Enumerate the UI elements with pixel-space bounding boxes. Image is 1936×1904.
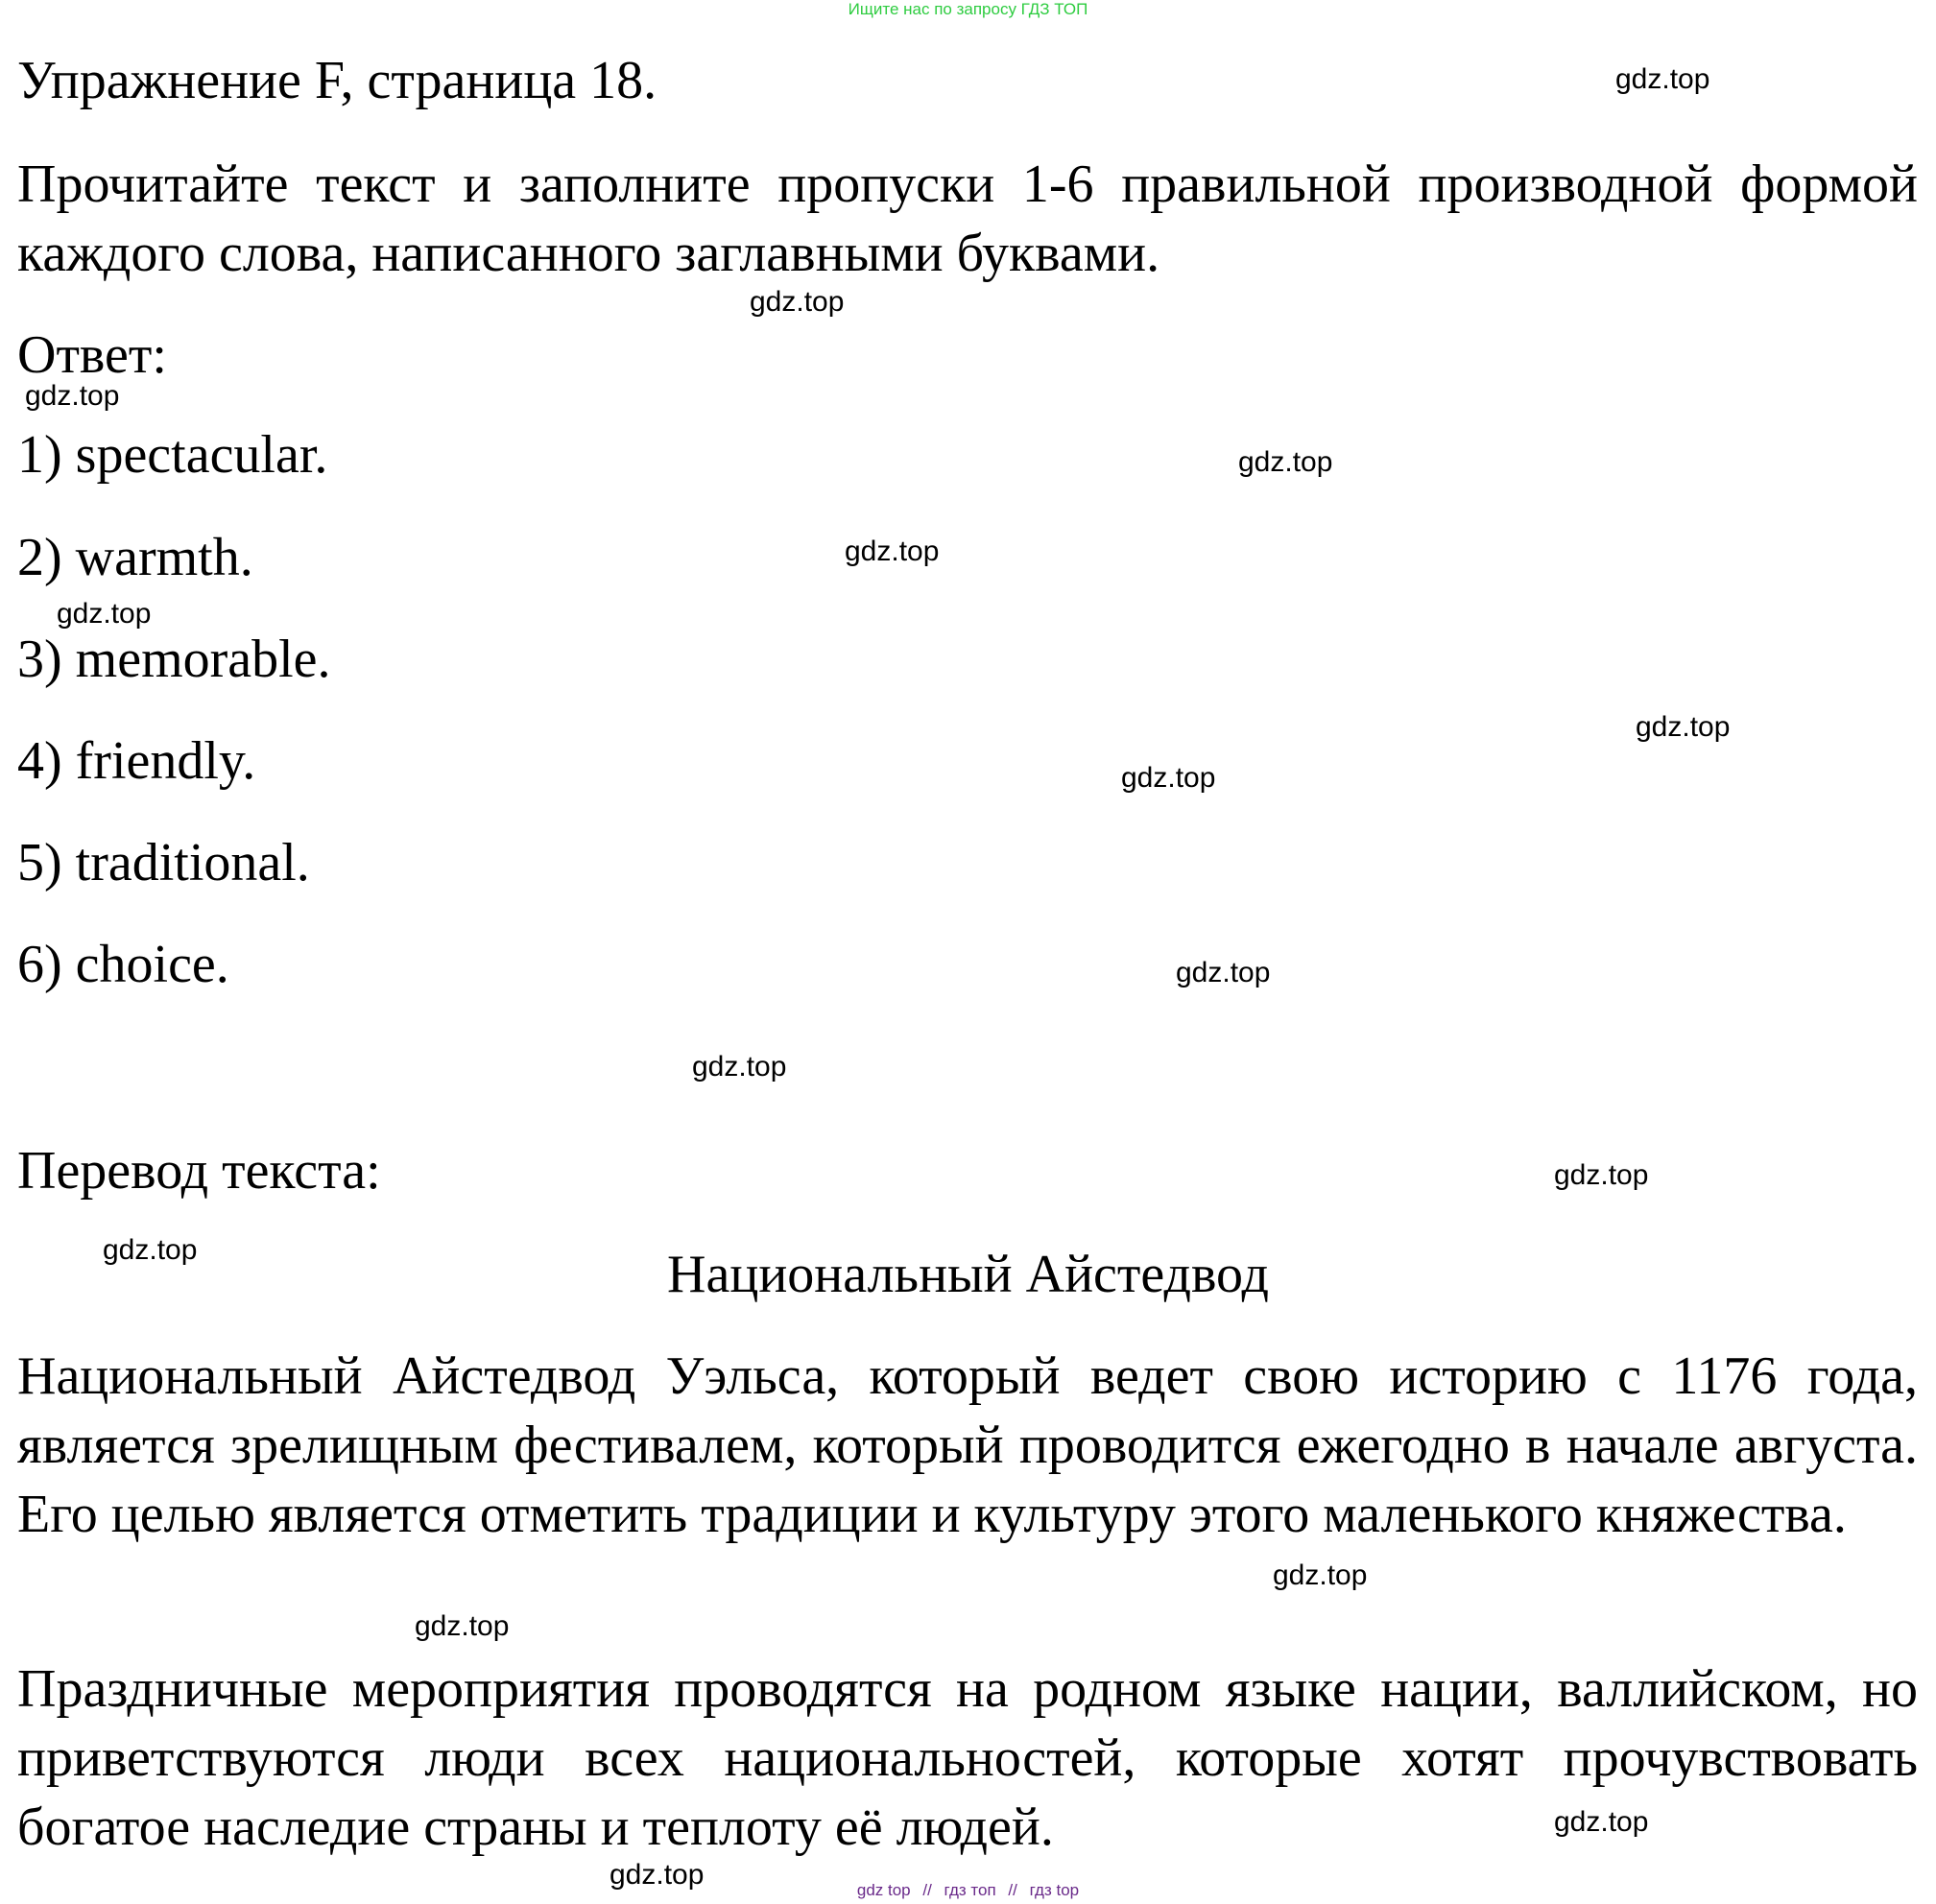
answer-item: 2) warmth. <box>17 528 253 587</box>
bottom-link-separator: // <box>1008 1881 1017 1899</box>
watermark: gdz.top <box>609 1859 705 1891</box>
search-banner[interactable]: Ищите нас по запросу ГДЗ ТОП <box>848 0 1088 18</box>
answer-label: Ответ: <box>17 325 167 385</box>
watermark: gdz.top <box>415 1610 510 1642</box>
answer-item: 3) memorable. <box>17 630 331 689</box>
exercise-title: Упражнение F, страница 18. <box>17 51 657 110</box>
translation-paragraph: Праздничные мероприятия проводятся на родном языке нации, валлийском, но приветствуются люди всех национальностей, которые хотят прочувствовать богатое наследие страны и теплоту её людей. <box>17 1659 1918 1857</box>
bottom-link[interactable]: gdz top <box>856 1881 911 1899</box>
answer-item: 5) traditional. <box>17 833 310 892</box>
watermark: gdz.top <box>1273 1559 1368 1591</box>
watermark: gdz.top <box>692 1051 787 1083</box>
watermark: gdz.top <box>1636 711 1731 743</box>
translation-title: Национальный Айстедвод <box>667 1245 1269 1304</box>
bottom-link[interactable]: гдз top <box>1029 1881 1080 1899</box>
bottom-links <box>0 1881 1936 1900</box>
answer-item: 1) spectacular. <box>17 425 328 485</box>
translation-label: Перевод текста: <box>17 1141 381 1201</box>
answer-item: 4) friendly. <box>17 731 256 791</box>
watermark: gdz.top <box>1238 446 1333 478</box>
watermark: gdz.top <box>1121 762 1216 794</box>
watermark: gdz.top <box>25 380 120 412</box>
watermark: gdz.top <box>750 286 845 318</box>
bottom-link-separator: // <box>922 1881 932 1899</box>
watermark: gdz.top <box>57 598 152 630</box>
watermark: gdz.top <box>1554 1806 1649 1838</box>
watermark: gdz.top <box>1554 1159 1649 1191</box>
answer-item: 6) choice. <box>17 935 229 994</box>
watermark: gdz.top <box>1176 957 1271 988</box>
bottom-link[interactable]: гдз топ <box>944 1881 996 1899</box>
watermark: gdz.top <box>103 1234 198 1266</box>
watermark: gdz.top <box>1615 63 1710 95</box>
watermark: gdz.top <box>845 536 940 567</box>
translation-paragraph: Национальный Айстедвод Уэльса, который ведет свою историю с 1176 года, является зрелищным фестивалем, который проводится ежегодно в начале августа. Его целью является отметить традиции и культуру этого маленького княжества. <box>17 1346 1918 1544</box>
instruction-text: Прочитайте текст и заполните пропуски 1-6 правильной производной формой каждого слова, написанного заглавными буквами. <box>17 155 1918 283</box>
